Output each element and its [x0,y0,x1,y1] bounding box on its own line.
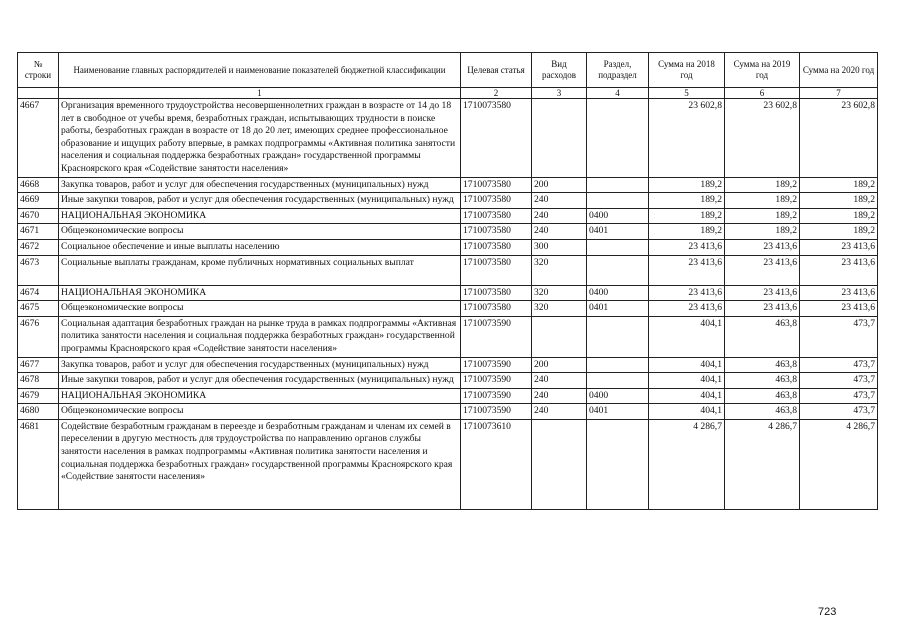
row-expense-type-cell: 320 [532,285,587,301]
header-sum-2019: Сумма на 2019 год [725,53,800,88]
header-expense-type: Вид расходов [532,53,587,88]
table-row [18,404,878,420]
row-sum-2018-cell: 23 413,6 [649,301,725,317]
row-target-article-cell: 1710073580 [461,193,532,209]
row-sum-2019-cell: 189,2 [725,208,800,224]
row-sum-2020-cell: 23 413,6 [800,239,878,255]
row-name-cell: Общеэкономические вопросы [59,301,461,317]
row-expense-type-cell: 320 [532,255,587,285]
row-sum-2020-cell: 189,2 [800,193,878,209]
header-section: Раздел, подраздел [587,53,649,88]
row-sum-2019-cell: 463,8 [725,388,800,404]
row-target-article-cell: 1710073590 [461,404,532,420]
row-section-cell [587,419,649,509]
row-sum-2019-cell: 23 413,6 [725,301,800,317]
column-number: 1 [59,88,461,99]
row-expense-type-cell: 240 [532,208,587,224]
row-expense-type-cell [532,419,587,509]
row-section-cell [587,316,649,357]
row-section-cell: 0400 [587,208,649,224]
row-expense-type-cell: 240 [532,388,587,404]
row-expense-type-cell: 240 [532,193,587,209]
row-name-cell: Иные закупки товаров, работ и услуг для обеспечения государственных (муниципальных) нужд [59,373,461,389]
row-sum-2019-cell: 189,2 [725,224,800,240]
row-section-cell [587,373,649,389]
page-number: 723 [818,606,837,618]
row-sum-2018-cell: 189,2 [649,177,725,193]
row-sum-2019-cell: 4 286,7 [725,419,800,509]
row-number-cell: 4675 [18,301,59,317]
row-section-cell [587,239,649,255]
row-sum-2018-cell: 404,1 [649,404,725,420]
row-sum-2020-cell: 23 602,8 [800,99,878,178]
table-row [18,316,878,357]
row-sum-2018-cell: 404,1 [649,388,725,404]
row-section-cell [587,357,649,373]
row-sum-2020-cell: 473,7 [800,373,878,389]
row-expense-type-cell: 240 [532,404,587,420]
column-number: 7 [800,88,878,99]
row-name-cell: Социальная адаптация безработных граждан на рынке труда в рамках подпрограммы «Активная политика занятости населения и социальная поддержка безработных граждан» государственной программы Красноярского края «Содействие занятости населения» [59,316,461,357]
row-number-cell: 4674 [18,285,59,301]
row-sum-2020-cell: 473,7 [800,316,878,357]
row-sum-2019-cell: 23 413,6 [725,255,800,285]
table-row [18,388,878,404]
row-number-cell: 4670 [18,208,59,224]
column-number: 3 [532,88,587,99]
table-row [18,99,878,178]
row-sum-2018-cell: 23 413,6 [649,255,725,285]
row-target-article-cell: 1710073580 [461,285,532,301]
row-name-cell: Социальные выплаты гражданам, кроме публичных нормативных социальных выплат [59,255,461,285]
row-sum-2019-cell: 463,8 [725,373,800,389]
table-row [18,208,878,224]
row-sum-2020-cell: 23 413,6 [800,255,878,285]
row-section-cell: 0400 [587,388,649,404]
column-number: 5 [649,88,725,99]
row-section-cell [587,99,649,178]
row-sum-2018-cell: 23 413,6 [649,285,725,301]
row-sum-2018-cell: 23 602,8 [649,99,725,178]
row-sum-2018-cell: 4 286,7 [649,419,725,509]
row-number-cell: 4673 [18,255,59,285]
row-sum-2019-cell: 189,2 [725,177,800,193]
column-number: 2 [461,88,532,99]
table-row [18,357,878,373]
table-header-row [18,53,878,88]
row-target-article-cell: 1710073590 [461,373,532,389]
table-row [18,255,878,285]
table-row [18,193,878,209]
row-sum-2020-cell: 189,2 [800,208,878,224]
row-target-article-cell: 1710073580 [461,224,532,240]
row-target-article-cell: 1710073580 [461,239,532,255]
row-expense-type-cell: 320 [532,301,587,317]
row-sum-2018-cell: 404,1 [649,373,725,389]
row-number-cell: 4669 [18,193,59,209]
column-number: 6 [725,88,800,99]
row-target-article-cell: 1710073580 [461,177,532,193]
row-number-cell: 4668 [18,177,59,193]
row-sum-2019-cell: 23 602,8 [725,99,800,178]
row-sum-2019-cell: 463,8 [725,357,800,373]
row-sum-2019-cell: 189,2 [725,193,800,209]
row-name-cell: НАЦИОНАЛЬНАЯ ЭКОНОМИКА [59,388,461,404]
row-sum-2020-cell: 473,7 [800,357,878,373]
budget-table [17,52,878,510]
row-number-cell: 4671 [18,224,59,240]
row-sum-2019-cell: 463,8 [725,404,800,420]
row-sum-2020-cell: 189,2 [800,177,878,193]
header-sum-2018: Сумма на 2018 год [649,53,725,88]
column-number: 4 [587,88,649,99]
row-sum-2018-cell: 189,2 [649,193,725,209]
row-section-cell: 0400 [587,285,649,301]
column-number [18,88,59,99]
row-section-cell: 0401 [587,224,649,240]
row-expense-type-cell [532,316,587,357]
row-name-cell: Содействие безработным гражданам в переезде и безработным гражданам и членам их семей в переселении в другую местность для трудоустройства по направлению органов службы занятости населения в рамках подпрограммы «Активная политика занятости населения и социальная поддержка безработных граждан» государственной программы Красноярского края «Содействие занятости населения» [59,419,461,509]
row-section-cell: 0401 [587,404,649,420]
row-sum-2020-cell: 23 413,6 [800,301,878,317]
table-row [18,177,878,193]
row-target-article-cell: 1710073590 [461,316,532,357]
row-sum-2020-cell: 473,7 [800,388,878,404]
row-name-cell: Закупка товаров, работ и услуг для обеспечения государственных (муниципальных) нужд [59,177,461,193]
row-expense-type-cell: 240 [532,224,587,240]
row-expense-type-cell: 200 [532,357,587,373]
row-section-cell [587,193,649,209]
row-name-cell: НАЦИОНАЛЬНАЯ ЭКОНОМИКА [59,208,461,224]
row-sum-2018-cell: 23 413,6 [649,239,725,255]
row-target-article-cell: 1710073590 [461,388,532,404]
row-sum-2020-cell: 23 413,6 [800,285,878,301]
row-name-cell: Общеэкономические вопросы [59,404,461,420]
row-expense-type-cell: 300 [532,239,587,255]
row-sum-2019-cell: 463,8 [725,316,800,357]
row-expense-type-cell: 240 [532,373,587,389]
row-number-cell: 4678 [18,373,59,389]
row-name-cell: Организация временного трудоустройства несовершеннолетних граждан в возрасте от 14 до 18 лет в свободное от учебы время, безработных граждан, испытывающих трудности в поиске работы, безработных граждан в возрасте от 18 до 20 лет, имеющих среднее профессиональное образование и ищущих работу впервые, в рамках подпрограммы «Активная политика занятости населения и социальная поддержка безработных граждан» государственной программы Красноярского края «Содействие занятости населения» [59,99,461,178]
table-row [18,285,878,301]
row-name-cell: Общеэкономические вопросы [59,224,461,240]
row-sum-2018-cell: 189,2 [649,224,725,240]
row-name-cell: Социальное обеспечение и иные выплаты населению [59,239,461,255]
row-sum-2018-cell: 404,1 [649,316,725,357]
row-sum-2018-cell: 189,2 [649,208,725,224]
table-row [18,224,878,240]
column-number-row [18,88,878,99]
row-sum-2019-cell: 23 413,6 [725,239,800,255]
row-number-cell: 4672 [18,239,59,255]
row-number-cell: 4679 [18,388,59,404]
row-section-cell: 0401 [587,301,649,317]
table-row [18,301,878,317]
header-name: Наименование главных распорядителей и наименование показателей бюджетной классификации [59,53,461,88]
header-target-article: Целевая статья [461,53,532,88]
row-target-article-cell: 1710073590 [461,357,532,373]
row-name-cell: Закупка товаров, работ и услуг для обеспечения государственных (муниципальных) нужд [59,357,461,373]
table-row [18,239,878,255]
row-number-cell: 4667 [18,99,59,178]
table-row [18,419,878,509]
row-section-cell [587,255,649,285]
row-name-cell: НАЦИОНАЛЬНАЯ ЭКОНОМИКА [59,285,461,301]
row-number-cell: 4676 [18,316,59,357]
row-sum-2019-cell: 23 413,6 [725,285,800,301]
row-sum-2020-cell: 189,2 [800,224,878,240]
row-expense-type-cell: 200 [532,177,587,193]
row-section-cell [587,177,649,193]
row-number-cell: 4681 [18,419,59,509]
header-sum-2020: Сумма на 2020 год [800,53,878,88]
row-sum-2018-cell: 404,1 [649,357,725,373]
row-target-article-cell: 1710073580 [461,99,532,178]
row-number-cell: 4677 [18,357,59,373]
row-target-article-cell: 1710073580 [461,255,532,285]
row-sum-2020-cell: 473,7 [800,404,878,420]
table-row [18,373,878,389]
row-target-article-cell: 1710073580 [461,208,532,224]
row-number-cell: 4680 [18,404,59,420]
header-row-number: № строки [18,53,59,88]
row-expense-type-cell [532,99,587,178]
row-target-article-cell: 1710073610 [461,419,532,509]
row-target-article-cell: 1710073580 [461,301,532,317]
row-sum-2020-cell: 4 286,7 [800,419,878,509]
row-name-cell: Иные закупки товаров, работ и услуг для обеспечения государственных (муниципальных) нужд [59,193,461,209]
